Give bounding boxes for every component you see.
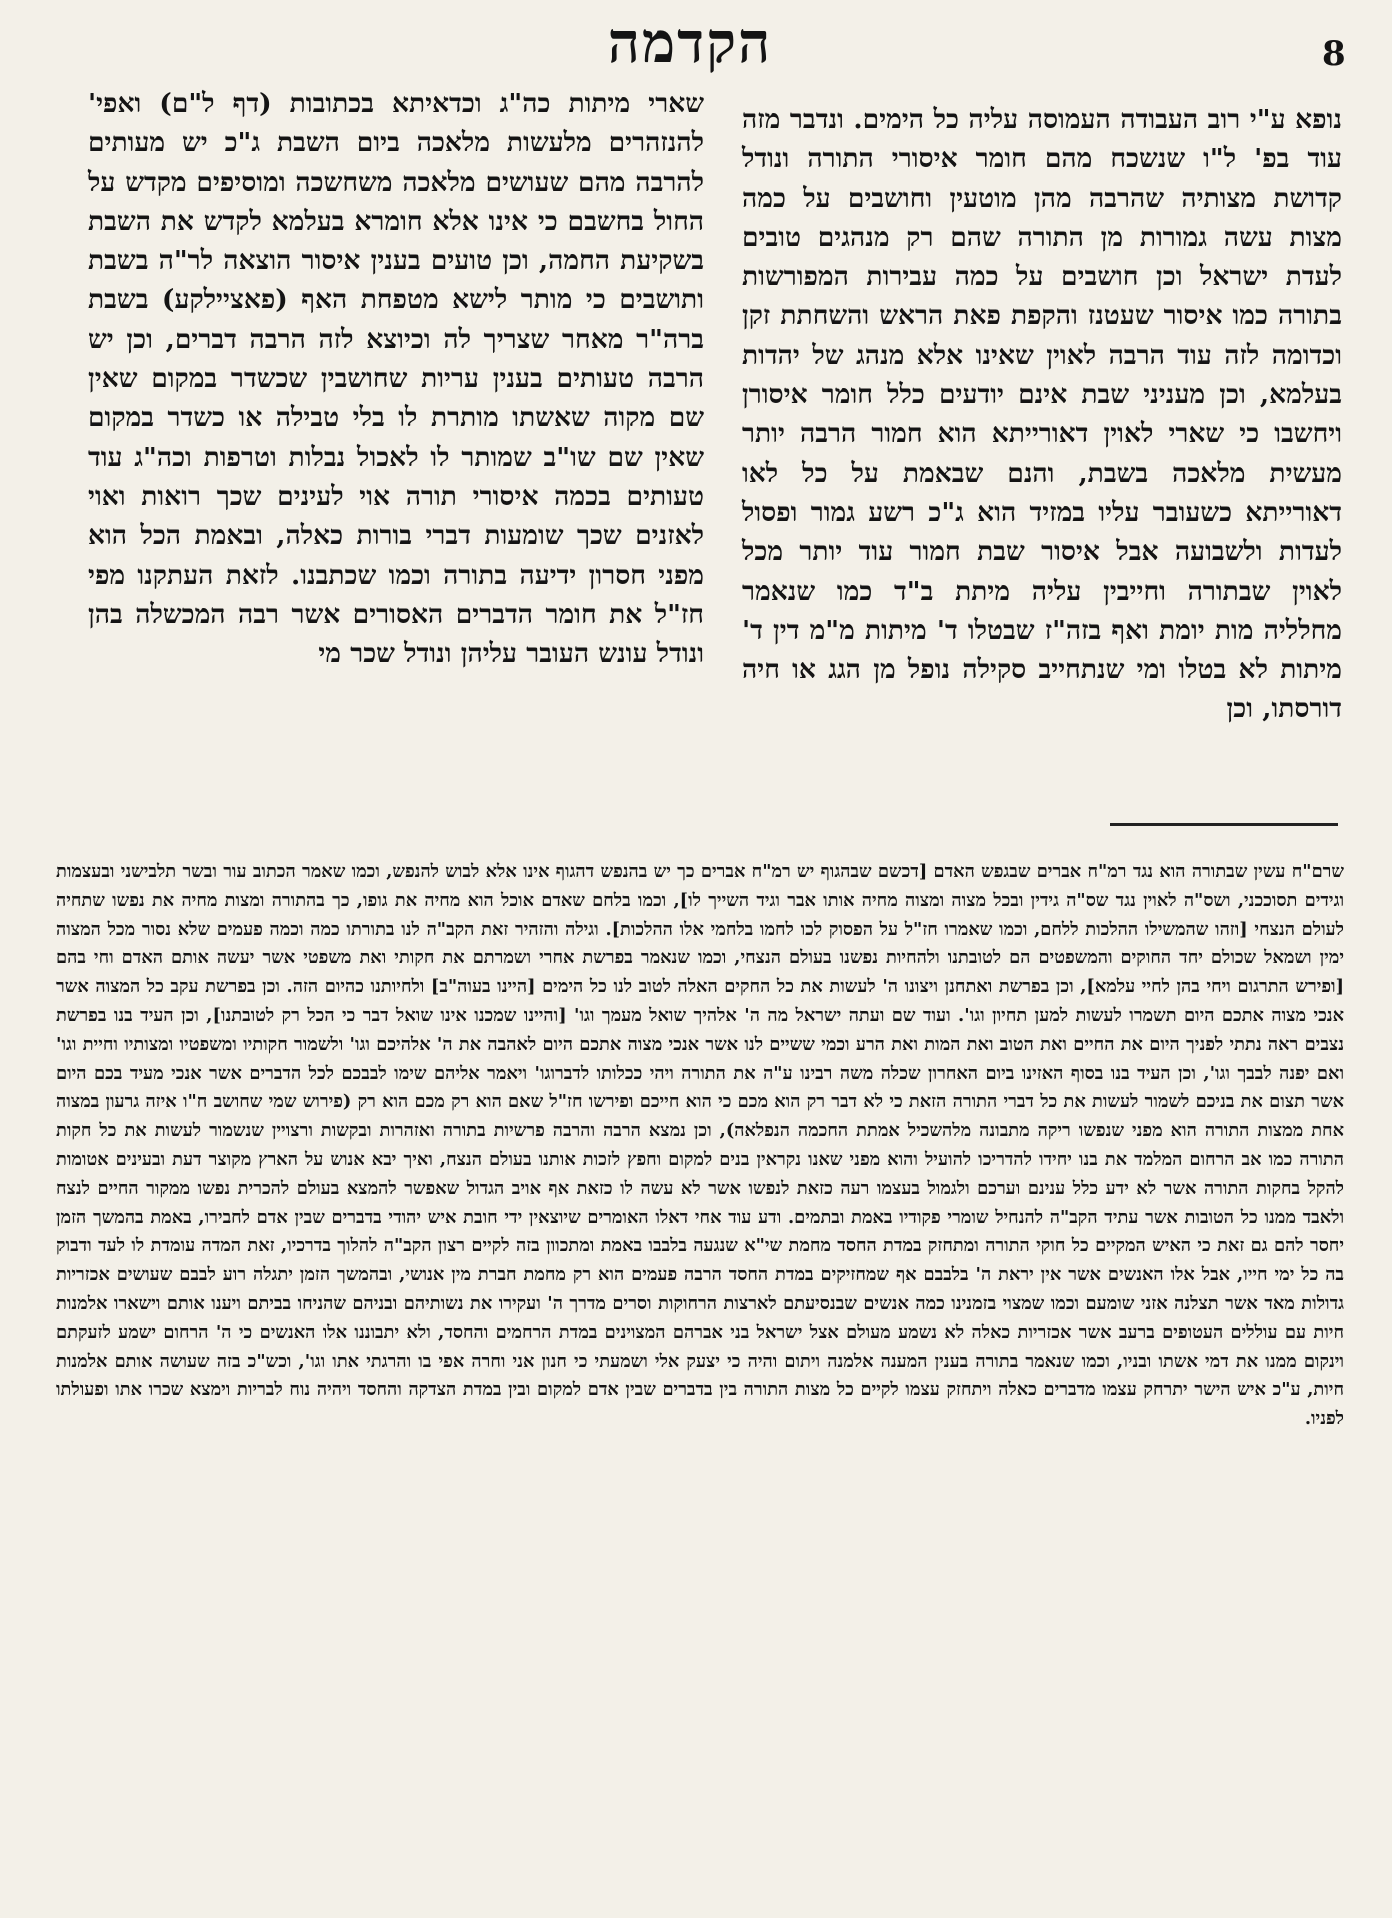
footnote-separator xyxy=(1110,823,1338,826)
page-title: הקדמה xyxy=(607,10,773,76)
page-number: 8 xyxy=(1322,34,1346,74)
main-text-left-column xyxy=(88,84,704,673)
right-column-text: נופא ע"י רוב העבודה העמוסה עליה כל הימים. ונדבר מזה עוד בפ' ל"ו שנשכח מהם חומר איסורי התורה ונודל קדושת מצותיה שהרבה מהן מוטעין וחושבים על כמה מצות עשה גמורות מן התורה שהם רק מנהגים טובים לעדת ישראל וכן חושבים על כמה עבירות המפורשות בתורה כמו איסור שעטנז והקפת פאת הראש והשחתת זקן וכדומה לזה עוד הרבה לאוין שאינו אלא מנהג של יהדות בעלמא, וכן מעניני שבת אינם יודעים כלל חומר איסורן ויחשבו כי שארי לאוין דאורייתא הוא חמור הרבה יותר מעשית מלאכה בשבת, והנם שבאמת על כל לאו דאורייתא כשעובר עליו במזיד הוא ג"כ רשע גמור ופסול לעדות ולשבועה אבל איסור שבת חמור עוד יותר מכל לאוין שבתורה וחייבין עליה מיתת ב"ד כמו שנאמר מחלליה מות יומת ואף בזה"ז שבטלו ד' מיתות מ"מ דין ד' מיתות לא בטלו ומי שנתחייב סקילה נופל מן הגג או חיה דורסתו, וכן xyxy=(742,104,1342,725)
left-column-text: שארי מיתות כה"ג וכדאיתא בכתובות (דף ל"ם) ואפי' להנזהרים מלעשות מלאכה ביום השבת ג"כ יש מעותים להרבה מהם שעושים מלאכה משחשכה ומוסיפים מקדש על החול בחשבם כי אינו אלא חומרא בעלמא לקדש את השבת בשקיעת החמה, וכן טועים בענין איסור הוצאה לר"ה בשבת ותושבים כי מותר לישא מטפחת האף (פאציילקע) בשבת ברה"ר מאחר שצריך לה וכיוצא לזה הרבה דברים, וכן יש הרבה טעותים בענין עריות שחושבין שכשדר במקום שאין שם מקוה שאשתו מותרת לו בלי טבילה או כשדר במקום שאין שם שו"ב שמותר לו לאכול נבלות וטרפות וכה"ג עוד טעותים בכמה איסורי תורה אוי לעינים שכך רואות ואוי לאזנים שכך שומעות דברי בורות כאלה, ובאמת הכל הוא מפני חסרון ידיעה בתורה וכמו שכתבנו. לזאת העתקנו מפי חז"ל את חומר הדברים האסורים אשר רבה המכשלה בהן ונודל עונש העובר עליהן ונודל שכר מי xyxy=(88,88,704,670)
main-text-right-column xyxy=(742,100,1342,729)
footnote-text: שרם"ח עשין שבתורה הוא נגד רמ"ח אברים שבגפש האדם [דכשם שבהגוף יש רמ"ח אברים כך יש בהנפש דהגוף אינו אלא לבוש להנפש, וכמו שאמר הכתוב עור ובשר תלבישני ובעצמות וגידים תסוככני, ושס"ה לאוין נגד שס"ה גידין ובכל מצוה ומצוה מחיה אותו אבר וגיד השייך לו], וכמו בלחם שאדם אוכל הוא מחיה את גופו, כך בהתורה ומצות מחיה את נפשו שתחיה לעולם הנצחי [וזהו שהמשילו ההלכות ללחם, וכמו שאמרו חז"ל על הפסוק לכו לחמו בלחמי אלו ההלכות]. וגילה והזהיר זאת הקב"ה לנו בתורתו כמה וכמה פעמים שלא נסור מכל המצוה ימין ושמאל שכולם יחד החוקים והמשפטים הם לטובתנו ולהחיות נפשנו בעולם הנצחי, וכמו שנאמר בפרשת אחרי ושמרתם את חקותי ואת משפטי אשר יעשה אותם האדם וחי בהם [ופירש התרגום ויחי בהן לחיי עלמא], וכן בפרשת ואתחנן ויצונו ה' לעשות את כל החקים האלה לטוב לנו כל הימים [היינו בעוה"ב] ולחיותנו כהיום הזה. וכן בפרשת עקב כל המצוה אשר אנכי מצוה אתכם היום תשמרו לעשות למען תחיון וגו'. ועוד שם ועתה ישראל מה ה' אלהיך שואל מעמך וגו' [והיינו שמכנו אינו שואל דבר כי הכל רק לטובתנו], וכן העיד בנו בפרשת נצבים ראה נתתי לפניך היום את החיים ואת הטוב ואת המות ואת הרע וכמי ששיים לנו אשר אנכי מצוה אתכם היום לאהבה את ה' אלהיכם וגו' ולשמור חקותיו ומשפטיו ומצותיו וחיית וגו' ואם יפנה לבבך וגו', וכן העיד בנו בסוף האזינו ביום האחרון שכלה משה רבינו ע"ה את התורה ויהי ככלותו לדברוגו' ויאמר אליהם שימו לבבכם לכל הדברים אשר אנכי מעיד בכם היום אשר תצום את בניכם לשמור לעשות את כל דברי התורה הזאת כי לא דבר רק הוא מכם כי הוא חייכם ופירשו חז"ל שאם הוא רק מכם הוא רק (פירוש שמי שחושב ח"ו איזה גרעון במצוה אחת ממצות התורה הוא מפני שנפשו ריקה מתבונה מלהשכיל אמתת החכמה הנפלאה), וכן נמצא הרבה והרבה פרשיות בתורה ואזהרות ובקשות ורצויין שנשמור לעשות את כל חקות התורה כמו אב הרחום המלמד את בנו יחידו להדריכו להועיל והוא מפני שאנו נקראין בנים למקום וחפץ לזכות אותנו בעולם הנצח, ואיך יבא אנוש על הארץ מקוצר דעת ובעינים אטומות להקל בחקות התורה אשר לא ידע כלל ענינם וערכם ולגמול בעצמו רעה כזאת לנפשו אשר לא עשה לו כזאת אף אויב הגדול שאפשר להמצא בעולם להכרית נפשו ממקור החיים לנצח ולאבד ממנו כל הטובות אשר עתיד הקב"ה להנחיל שומרי פקודיו באמת ובתמים. ודע עוד אחי דאלו האומרים שיוצאין ידי חובת איש יהודי בדברים שבין אדם לחבירו, באמת בהמשך הזמן יחסר להם גם זאת כי האיש המקיים כל חוקי התורה ומתחזק במדת החסד מחמת שי"א שנגעה בלבבו באמת ומתכוון בזה לקיים רצון הקב"ה להלוך בדרכיו, זאת המדה עומדת לו לעד ודבוק בה כל ימי חייו, אבל אלו האנשים אשר אין יראת ה' בלבבם אף שמחזיקים במדת החסד הרבה פעמים הוא רק מחמת חברת מין אנושי, ובהמשך הזמן יתגלה רוע לבבם שעושים אכזריות גדולות מאד אשר תצלנה אזני שומעם וכמו שמצוי בזמנינו כמה אנשים שבנסיעתם לארצות הרחוקות וסרים מדרך ה' ועקירו את נשותיהם ובניהם שהניחו בביתם ויענו אותם וישארו אלמנות חיות עם עוללים העטופים ברעב אשר אכזריות כאלה לא נשמע מעולם אצל ישראל בני אברהם המצוינים במדת הרחמים והחסד, ולא יתבוננו אלו האנשים כי ה' הרחום ישמע לזעקתם וינקום ממנו את דמי אשתו ובניו, וכמו שנאמר בתורה בענין המענה אלמנה ויתום והיה כי יצעק אלי ושמעתי כי חנון אני וחרה אפי בו והרגתי אתו וגו', וכש"כ בזה שעושה אותם אלמנות חיות, ע"כ איש הישר יתרחק עצמו מדברים כאלה ויתחזק עצמו לקיים כל מצות התורה בין בדברים שבין אדם למקום ובין במדת הצדקה והחסד ויהיה נוח לבריות וימצא שכרו אתו ופעולתו לפניו. xyxy=(56,861,1344,1430)
footnote-block xyxy=(56,858,1344,1434)
